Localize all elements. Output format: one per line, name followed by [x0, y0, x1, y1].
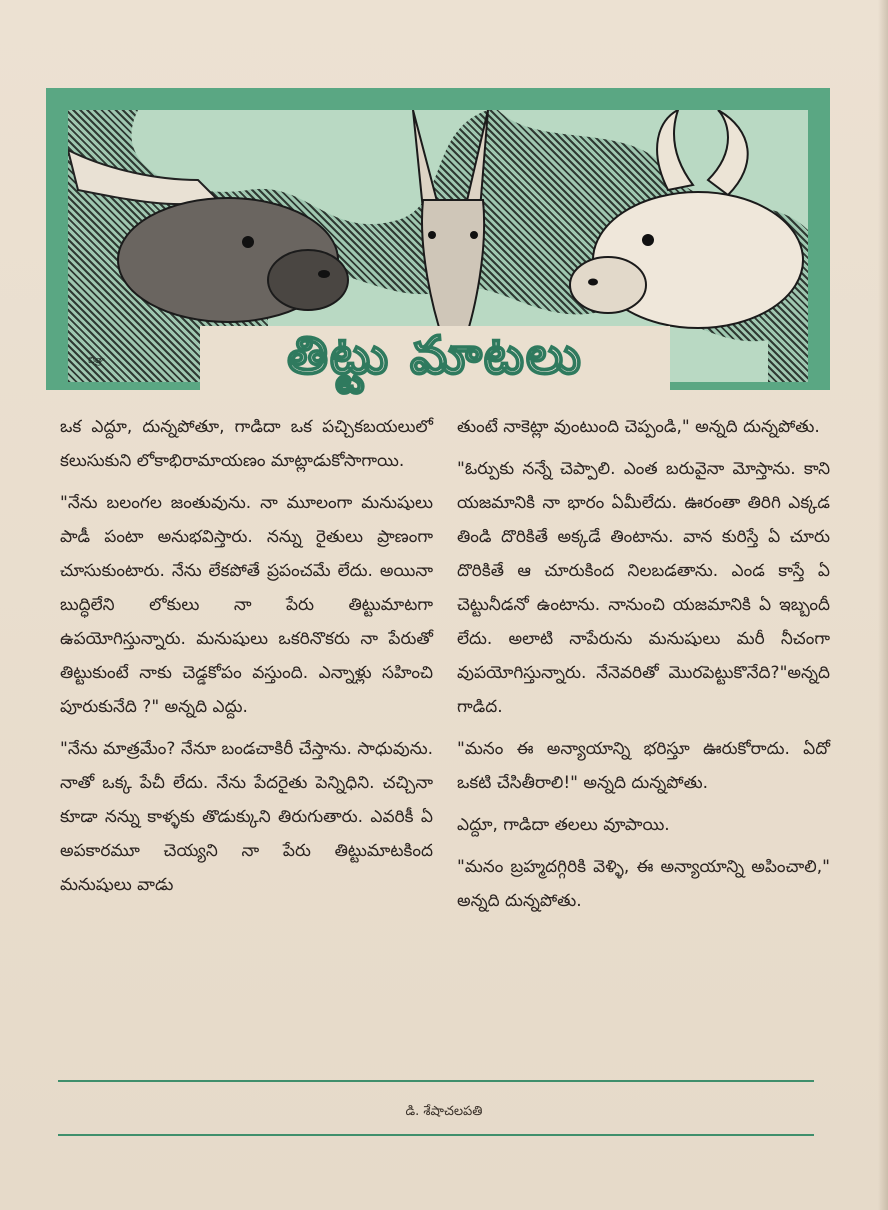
right-column: [457, 410, 830, 1060]
story-columns: [60, 410, 830, 1060]
artist-signature: చిత్రా: [88, 356, 105, 366]
title-plate: [200, 326, 670, 398]
page-binding-shadow: [878, 0, 888, 1210]
paragraph: తుంటే నాకెట్లా వుంటుంది చెప్పండి," అన్నది దున్నపోతు.: [457, 417, 820, 437]
footer-rule-bottom: [58, 1134, 814, 1136]
footer-rule-top: [58, 1080, 814, 1082]
paragraph: ఎద్దూ, గాడిదా తలలు వూపాయి.: [457, 815, 670, 835]
paragraph: "నేను బలంగల జంతువును. నా మూలంగా మనుషులు పాడీ పంటా అనుభవిస్తారు. నన్ను రైతులు ప్రాణంగా చూసుకుంటారు. నేను లేకపోతే ప్రపంచమే లేదు. అయినా బుద్ధిలేని లోకులు నా పేరు తిట్టుమాటగా ఉపయోగిస్తున్నారు. మనుషులు ఒకరినొకరు నా పేరుతో తిట్టుకుంటే నాకు చెడ్డకోపం వస్తుంది. ఎన్నాళ్లు సహించి పూరుకునేది ?" అన్నది ఎద్దు.: [60, 493, 433, 717]
author-credit: డి. శేషాచలపతి: [405, 1104, 483, 1119]
paragraph: "నేను మాత్రమేం? నేనూ బండచాకిరీ చేస్తాను. సాధువును. నాతో ఒక్క పేచీ లేదు. నేను పేదరైతు పెన్నిధిని. చచ్చినా కూడా నన్ను కాళ్ళకు తొడుక్కుని తిరుగుతారు. ఎవరికీ ఏ అపకారమూ చెయ్యని నా పేరు తిట్టుమాటకింద మనుషులు వాడు: [60, 739, 433, 895]
paragraph: "మనం బ్రహ్మదగ్గిరికి వెళ్ళి, ఈ అన్యాయాన్ని అపించాలి," అన్నది దున్నపోతు.: [457, 857, 830, 911]
paragraph: "ఓర్పుకు నన్నే చెప్పాలి. ఎంత బరువైనా మోస్తాను. కాని యజమానికి నా భారం ఏమీలేదు. ఊరంతా తిరిగి ఎక్కడ తిండి దొరికితే అక్కడే తింటాను. వాన కురిస్తే ఏ చూరు దొరికితే ఆ చూరుకింద నిలబడతాను. ఎండ కాస్తే ఏ చెట్టునీడనో ఉంటాను. నానుంచి యజమానికి ఏ ఇబ్బందీ లేదు. అలాటి నాపేరును మనుషులు మరీ నీచంగా వుపయోగిస్తున్నారు. నేనెవరితో మొరపెట్టుకొనేది?"అన్నది గాడిద.: [457, 459, 830, 717]
paragraph: ఒక ఎద్దూ, దున్నపోతూ, గాడిదా ఒక పచ్చికబయలులో కలుసుకుని లోకాభిరామాయణం మాట్లాడుకోసాగాయి.: [60, 417, 433, 471]
page-title: తిట్టు మాటలు: [287, 325, 583, 386]
left-column: [60, 410, 433, 1060]
paragraph: "మనం ఈ అన్యాయాన్ని భరిస్తూ ఊరుకోరాదు. ఏదో ఒకటి చేసితీరాలి!" అన్నది దున్నపోతు.: [457, 739, 830, 793]
